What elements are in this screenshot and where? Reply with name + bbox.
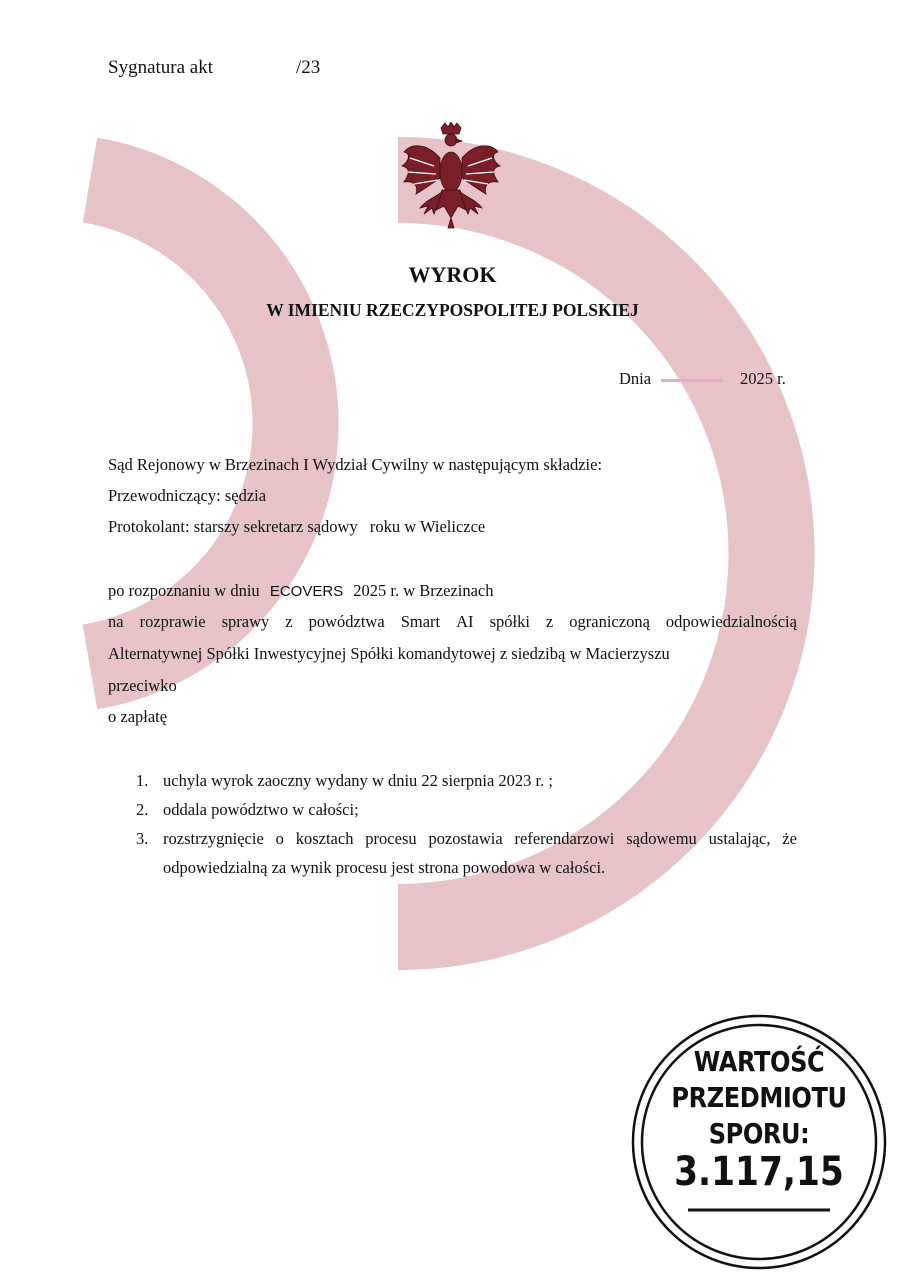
judgment-title: WYROK [408, 262, 497, 287]
ruling-number: 2. [136, 800, 149, 819]
ruling-item [108, 824, 797, 882]
case-word: sprawy [221, 612, 270, 631]
stamp-value: 3.117,15 [674, 1149, 844, 1195]
hearing-case-line [108, 612, 797, 632]
case-word: z [545, 612, 554, 631]
hearing-date-start: po rozpoznaniu w dniu [108, 581, 260, 600]
hearing-date-mid: ECOVERS [269, 583, 344, 600]
date-suffix: 2025 r. [740, 369, 786, 388]
date-redaction [661, 379, 723, 382]
date-prefix: Dnia [619, 369, 652, 388]
ruling-number: 3. [136, 829, 149, 848]
case-word: ograniczoną [569, 612, 650, 631]
stamp-line-1: WARTOŚĆ [693, 1045, 825, 1078]
defendant-line: przeciwko [108, 676, 177, 695]
case-subject: o zapłatę [108, 707, 168, 726]
court-clerk-label: Protokolant: starszy sekretarz sądowy [108, 517, 358, 536]
rulings-list [108, 766, 797, 882]
case-signature-number: /23 [296, 57, 321, 78]
judgment-date [619, 369, 786, 389]
case-word: Smart [400, 612, 441, 631]
case-word: rozprawie [139, 612, 206, 631]
case-signature [108, 57, 321, 79]
ruling-item [108, 795, 797, 824]
hearing-date-line [108, 581, 494, 601]
case-word: z [285, 612, 293, 631]
judgment-subtitle: W IMIENIU RZECZYPOSPOLITEJ POLSKIEJ [266, 300, 639, 320]
case-word: powództwa [308, 612, 385, 631]
ruling-text: rozstrzygnięcie o kosztach procesu pozostawia referendarzowi sądowemu ustalając, że odpowiedzialną za wynik procesu jest strona powodowa w całości. [163, 829, 797, 877]
case-signature-label: Sygnatura akt [108, 57, 214, 78]
stamp-line-2: PRZEDMIOTU [671, 1081, 847, 1114]
court-clerk [108, 517, 485, 537]
case-word: spółki [489, 612, 530, 631]
ruling-text: uchyla wyrok zaoczny wydany w dniu 22 sierpnia 2023 r. ; [163, 771, 553, 790]
dispute-value-stamp [630, 1013, 888, 1271]
plaintiff-name: Alternatywnej Spółki Inwestycyjnej Spółki komandytowej z siedzibą w Macierzyszu [108, 644, 670, 663]
ruling-number: 1. [136, 771, 149, 790]
polish-eagle-emblem-icon [398, 122, 504, 230]
ruling-item [108, 766, 797, 795]
stamp-line-3: SPORU: [708, 1117, 810, 1150]
presiding-judge: Przewodniczący: sędzia [108, 486, 267, 505]
case-word: odpowiedzialnością [665, 612, 797, 631]
case-word: na [108, 612, 124, 631]
case-word: AI [456, 612, 474, 631]
ruling-text: oddala powództwo w całości; [163, 800, 359, 819]
hearing-date-end: 2025 r. w Brzezinach [353, 581, 494, 600]
court-clerk-tail: roku w Wieliczce [369, 517, 486, 536]
court-composition: Sąd Rejonowy w Brzezinach I Wydział Cywilny w następującym składzie: [108, 455, 603, 474]
